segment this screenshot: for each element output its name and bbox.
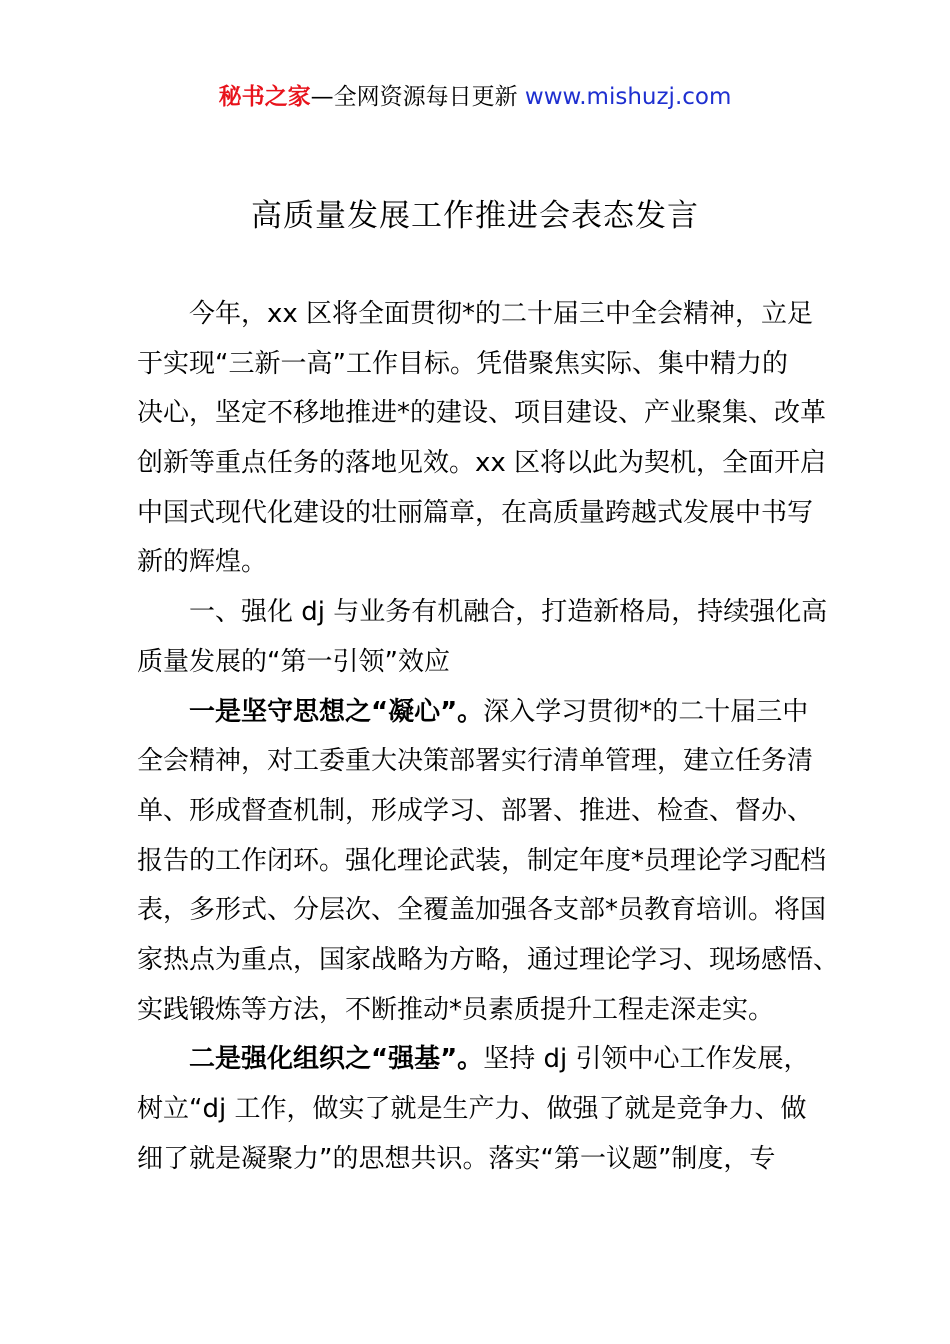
line-text: 树立“dj 工作，做实了就是生产力、做强了就是竞争力、做 bbox=[137, 1094, 807, 1124]
line-text: 一、强化 dj 与业务有机融合，打造新格局，持续强化高 bbox=[189, 597, 828, 628]
line-text: 表，多形式、分层次、全覆盖加强各支部*员教育培训。将国 bbox=[137, 895, 827, 926]
section-heading: 一是坚守思想之“凝心”。 bbox=[189, 696, 484, 727]
body-line bbox=[137, 837, 837, 887]
body-line bbox=[137, 389, 837, 439]
body-line bbox=[137, 787, 837, 837]
body-line bbox=[137, 290, 837, 340]
body-line bbox=[137, 1035, 837, 1085]
body-line bbox=[137, 588, 837, 638]
line-text: 报告的工作闭环。强化理论武装，制定年度*员理论学习配档 bbox=[137, 845, 827, 876]
line-text: 创新等重点任务的落地见效。xx 区将以此为契机，全面开启 bbox=[137, 448, 827, 479]
line-text: 深入学习贯彻*的二十届三中 bbox=[483, 696, 809, 727]
site-url[interactable]: www.mishuzj.com bbox=[524, 84, 732, 110]
site-header bbox=[0, 80, 950, 114]
section-heading: 二是强化组织之“强基”。 bbox=[189, 1044, 484, 1075]
body-line bbox=[137, 340, 837, 390]
body-line bbox=[137, 986, 837, 1036]
line-text: 全会精神，对工委重大决策部署实行清单管理，建立任务清 bbox=[137, 746, 814, 777]
body-line bbox=[137, 1135, 837, 1185]
line-text: 中国式现代化建设的壮丽篇章，在高质量跨越式发展中书写 bbox=[137, 497, 814, 528]
line-text: 今年，xx 区将全面贯彻*的二十届三中全会精神，立足 bbox=[189, 299, 814, 329]
body-line bbox=[137, 489, 837, 539]
body-line bbox=[137, 538, 837, 588]
document-title: 高质量发展工作推进会表态发言 bbox=[251, 198, 699, 234]
body-line bbox=[137, 737, 837, 787]
line-text: 家热点为重点，国家战略为方略，通过理论学习、现场感悟、 bbox=[137, 944, 840, 975]
line-text: 实践锻炼等方法，不断推动*员素质提升工程走深走实。 bbox=[137, 994, 775, 1025]
body-line bbox=[137, 936, 840, 986]
document-body bbox=[137, 290, 840, 1184]
line-text: 决心，坚定不移地推进*的建设、项目建设、产业聚集、改革 bbox=[137, 398, 827, 429]
line-text: 于实现“三新一高”工作目标。凭借聚焦实际、集中精力的 bbox=[137, 348, 788, 379]
site-tagline: —全网资源每日更新 bbox=[310, 84, 525, 110]
body-line bbox=[137, 688, 837, 738]
body-line bbox=[137, 439, 837, 489]
line-text: 细了就是凝聚力”的思想共识。落实“第一议题”制度，专 bbox=[137, 1143, 776, 1174]
line-text: 新的辉煌。 bbox=[137, 547, 268, 578]
body-line bbox=[137, 886, 837, 936]
body-line bbox=[137, 1085, 837, 1135]
site-brand: 秘书之家 bbox=[218, 84, 311, 110]
line-text: 质量发展的“第一引领”效应 bbox=[137, 646, 450, 677]
line-text: 坚持 dj 引领中心工作发展， bbox=[483, 1044, 810, 1075]
line-text: 单、形成督查机制，形成学习、部署、推进、检查、督办、 bbox=[137, 795, 814, 826]
body-line bbox=[137, 638, 837, 688]
